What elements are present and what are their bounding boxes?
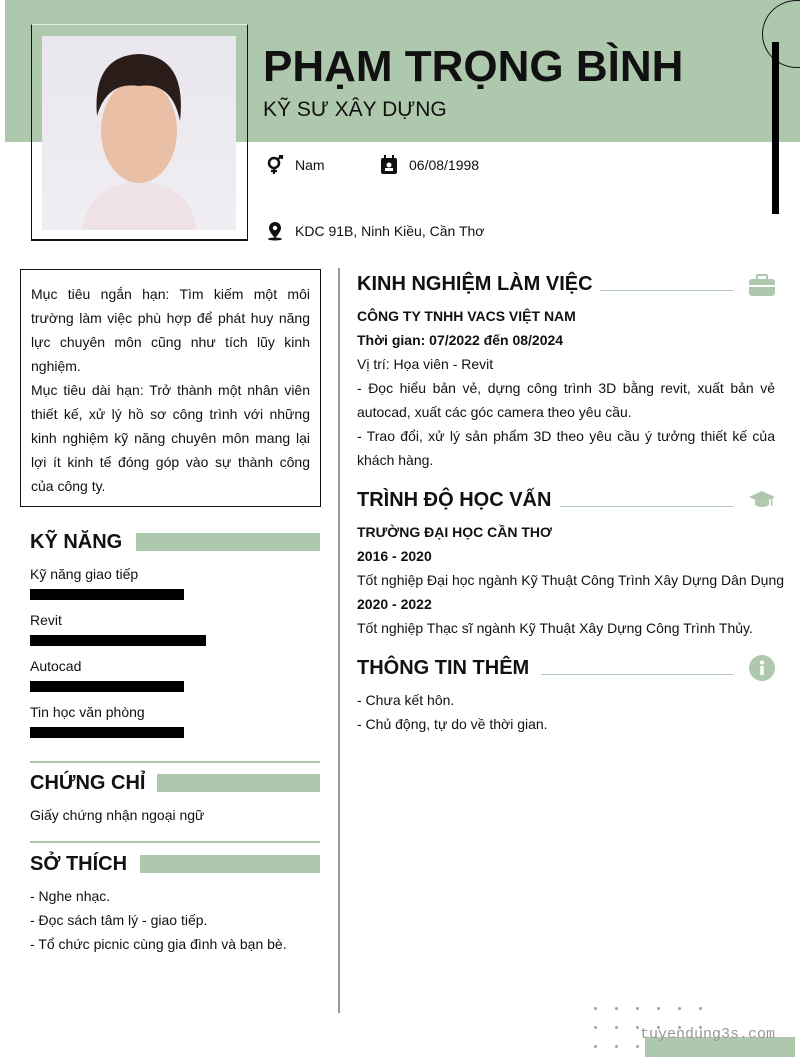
career-objective [20, 269, 321, 507]
heading-line [560, 506, 733, 507]
skill-level-bar [30, 727, 184, 738]
duty-item: - Trao đổi, xử lý sản phẩm 3D theo yêu cầu ý tưởng thiết kế của khách hàng. [357, 428, 775, 468]
info-icon [749, 655, 775, 681]
experience-entry [357, 304, 775, 472]
extra-item: - Chưa kết hôn. [357, 692, 455, 708]
certs-heading-bar [157, 774, 320, 792]
short-term-objective: Mục tiêu ngắn hạn: Tìm kiếm một môi trường làm việc phù hợp để phát huy năng lực chuyên môn cũng như tích lũy kinh nghiệm. [31, 286, 310, 374]
hobby-item: - Nghe nhạc. [30, 888, 111, 904]
duty-item: - Đọc hiểu bản vẻ, dựng công trình 3D bằng revit, xuất bản vẻ autocad, xuất các góc camera theo yêu cầu. [357, 380, 775, 420]
extra-item: - Chủ động, tự do về thời gian. [357, 716, 548, 732]
gender-info [265, 155, 325, 175]
decor-bar [772, 42, 779, 214]
divider [30, 841, 320, 843]
experience-heading: KINH NGHIỆM LÀM VIỆC [357, 273, 593, 295]
education-entry [357, 520, 784, 640]
skill-level-bar [30, 681, 184, 692]
address-info [265, 221, 484, 241]
skills-heading: KỸ NĂNG [30, 531, 123, 553]
edu-desc: Tốt nghiệp Thạc sĩ ngành Kỹ Thuật Xây Dựng Công Trình Thủy. [357, 620, 753, 636]
graduation-cap-icon [749, 490, 775, 510]
hobbies-heading: SỞ THÍCH [30, 853, 128, 875]
job-title: KỸ SƯ XÂY DỰNG [263, 98, 447, 121]
skill-label: Revit [30, 612, 62, 628]
education-heading: TRÌNH ĐỘ HỌC VẤN [357, 489, 552, 511]
candidate-name: PHẠM TRỌNG BÌNH [263, 42, 684, 91]
heading-line [600, 290, 733, 291]
hobbies-list [30, 884, 287, 956]
long-term-objective: Mục tiêu dài hạn: Trở thành một nhân viên thiết kế, xử lý hồ sơ công trình với những kinh nghiệm kỹ năng chuyên môn mang lại lợi ít kinh tế đóng góp vào sự thành công của công ty. [31, 382, 310, 494]
dob-value: 06/08/1998 [409, 157, 480, 173]
work-period: Thời gian: 07/2022 đến 08/2024 [357, 332, 564, 348]
skills-heading-bar [136, 533, 320, 551]
heading-line [541, 674, 733, 675]
extra-info-heading: THÔNG TIN THÊM [357, 657, 530, 679]
skill-label: Tin học văn phòng [30, 704, 145, 720]
certs-heading: CHỨNG CHỈ [30, 772, 146, 794]
hobby-item: - Tổ chức picnic cùng gia đình và bạn bè. [30, 936, 287, 952]
extra-info-list [357, 688, 548, 736]
divider [30, 761, 320, 763]
column-divider [338, 268, 340, 1013]
edu-desc: Tốt nghiệp Đại học ngành Kỹ Thuật Công Trình Xây Dựng Dân Dụng [357, 572, 785, 588]
skill-level-bar [30, 589, 184, 600]
skill-level-bar [30, 635, 206, 646]
profile-photo [42, 36, 236, 230]
hobbies-heading-bar [140, 855, 320, 873]
calendar-icon [379, 155, 399, 175]
briefcase-icon [749, 274, 775, 296]
hobby-item: - Đọc sách tâm lý - giao tiếp. [30, 912, 208, 928]
location-pin-icon [265, 221, 285, 241]
gender-icon [265, 155, 285, 175]
edu-years: 2016 - 2020 [357, 548, 432, 564]
edu-years: 2020 - 2022 [357, 596, 432, 612]
cert-item: Giấy chứng nhận ngoại ngữ [30, 807, 205, 823]
skill-label: Autocad [30, 658, 82, 674]
dob-info [379, 155, 479, 175]
address-value: KDC 91B, Ninh Kiều, Cần Thơ [295, 223, 485, 239]
school-name: TRƯỜNG ĐẠI HỌC CẦN THƠ [357, 524, 552, 540]
watermark: tuyendung3s.com [640, 1026, 776, 1043]
gender-value: Nam [295, 157, 325, 173]
skill-label: Kỹ năng giao tiếp [30, 566, 139, 582]
position: Vị trí: Họa viên - Revit [357, 356, 494, 372]
company-name: CÔNG TY TNHH VACS VIỆT NAM [357, 308, 576, 324]
